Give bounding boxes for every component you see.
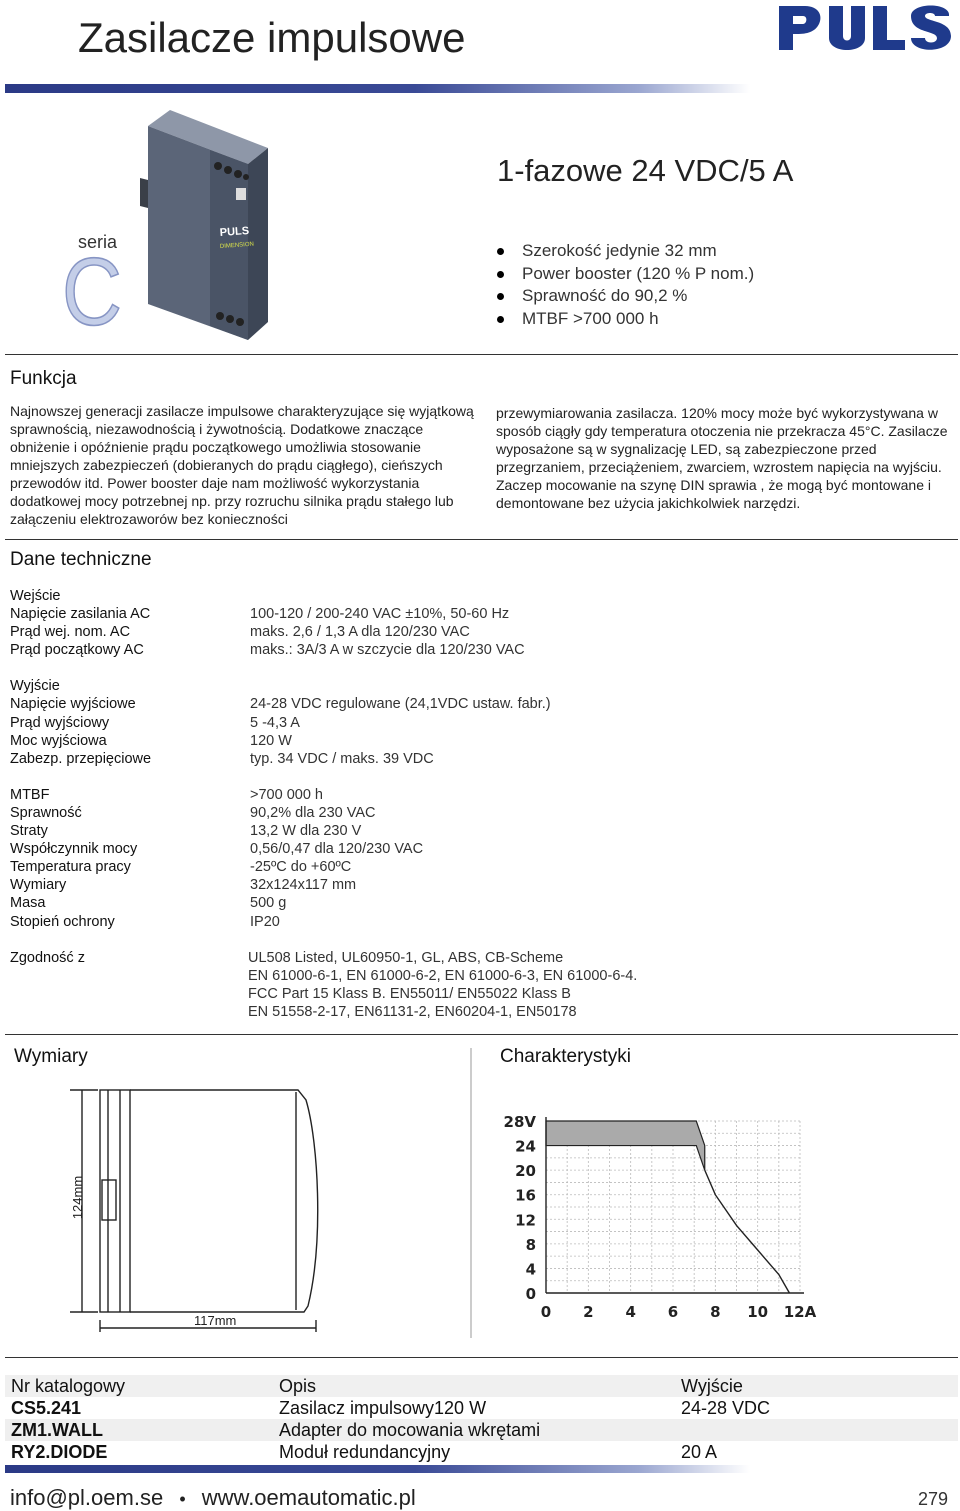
page-number: 279 <box>918 1489 949 1509</box>
spec-row <box>10 786 950 804</box>
x-tick-label: 10 <box>747 1303 769 1321</box>
dimension-height-label: 124mm <box>70 1175 86 1220</box>
description: Moduł redundancyjny <box>279 1441 451 1462</box>
table-header <box>5 1375 958 1397</box>
x-tick-label: 6 <box>667 1303 679 1321</box>
page-title: Zasilacze impulsowe <box>78 14 466 61</box>
header-description: Opis <box>273 1375 675 1397</box>
dimension-drawing <box>60 1080 420 1338</box>
spec-row <box>10 894 950 912</box>
spec-row <box>10 695 950 713</box>
input-heading: Wejście <box>10 588 61 604</box>
x-tick-label: 4 <box>625 1303 636 1321</box>
compliance-line: UL508 Listed, UL60950-1, GL, ABS, CB-Scheme <box>248 949 564 966</box>
spec-label: Wymiary <box>10 877 67 894</box>
spec-row <box>10 623 950 641</box>
spec-label: Sprawność <box>10 804 82 821</box>
catalog-number: RY2.DIODE <box>11 1441 108 1462</box>
spec-label: Stopień ochrony <box>10 913 115 930</box>
spec-value: IP20 <box>250 913 280 930</box>
spec-row <box>10 913 950 931</box>
compliance-line: EN 61000-6-1, EN 61000-6-2, EN 61000-6-3, EN 61000-6-4. <box>248 967 638 984</box>
characteristics-chart <box>500 1103 830 1333</box>
spec-value: maks. 2,6 / 1,3 A dla 120/230 VAC <box>250 624 470 641</box>
spec-label: Napięcie wyjściowe <box>10 696 136 713</box>
puls-logo <box>775 2 953 54</box>
table-row <box>5 1441 958 1463</box>
series-label: seria <box>78 232 118 252</box>
divider <box>5 354 958 355</box>
y-tick-label: 8 <box>525 1235 536 1254</box>
spec-value: 500 g <box>250 895 287 912</box>
catalog-number: CS5.241 <box>11 1397 82 1418</box>
chart-grid <box>546 1121 800 1293</box>
spec-label: Współczynnik mocy <box>10 841 138 858</box>
table-row <box>5 1419 958 1441</box>
bottom-gradient-bar <box>5 1465 750 1473</box>
spec-label: Prąd wyjściowy <box>10 714 110 731</box>
top-gradient-bar <box>5 84 750 93</box>
y-tick-label: 28V <box>503 1113 536 1131</box>
divider <box>5 539 958 540</box>
spec-value: maks.: 3A/3 A w szczycie dla 120/230 VAC <box>250 642 525 659</box>
section-heading-funkcja: Funkcja <box>10 368 77 389</box>
x-tick-label: 2 <box>583 1303 594 1321</box>
chart-title: Charakterystyki <box>500 1046 631 1067</box>
spec-label: Moc wyjściowa <box>10 732 107 749</box>
spec-value: 32x124x117 mm <box>250 877 357 894</box>
spec-value: >700 000 h <box>250 786 323 803</box>
footer-website[interactable]: www.oemautomatic.pl <box>201 1485 416 1510</box>
divider <box>5 1357 958 1358</box>
description: Adapter do mocowania wkrętami <box>273 1419 675 1441</box>
dimension-width-label: 117mm <box>194 1313 237 1328</box>
spec-row <box>10 876 950 894</box>
header-catalog: Nr katalogowy <box>5 1375 273 1397</box>
svg-text:PULS: PULS <box>219 224 250 239</box>
feature-item: Power booster (120 % P nom.) <box>497 263 754 286</box>
y-tick-label: 12 <box>515 1211 536 1230</box>
spec-value: 13,2 W dla 230 V <box>250 823 362 840</box>
spec-row <box>10 822 950 840</box>
spec-label: Straty <box>10 823 48 840</box>
spec-row <box>10 840 950 858</box>
feature-item: Szerokość jedynie 32 mm <box>497 240 754 263</box>
spec-value: 120 W <box>250 732 292 749</box>
spec-label: MTBF <box>10 786 50 803</box>
output <box>675 1419 958 1441</box>
divider <box>5 1034 958 1035</box>
output: 20 A <box>681 1441 718 1462</box>
compliance-line: EN 51558-2-17, EN61131-2, EN60204-1, EN50178 <box>248 1003 577 1020</box>
spec-row <box>10 750 950 768</box>
y-tick-label: 4 <box>525 1260 536 1279</box>
x-tick-label: 8 <box>710 1303 721 1321</box>
footer-contact <box>10 1485 416 1511</box>
y-tick-label: 20 <box>515 1162 536 1181</box>
product-subtitle: 1-fazowe 24 VDC/5 A <box>497 153 794 188</box>
section-heading-tech: Dane techniczne <box>10 549 152 570</box>
chart-x-ticks <box>541 1303 817 1321</box>
spec-row <box>10 605 950 623</box>
spec-label: Zabezp. przepięciowe <box>10 750 152 767</box>
catalog-number: ZM1.WALL <box>5 1419 273 1441</box>
spec-row <box>10 858 950 876</box>
y-tick-label: 16 <box>515 1186 536 1205</box>
spec-row <box>10 641 950 659</box>
feature-item: MTBF >700 000 h <box>497 308 754 331</box>
spec-value: 5 -4,3 A <box>250 714 300 731</box>
footer-email[interactable]: info@pl.oem.se <box>10 1485 164 1510</box>
spec-value: 100-120 / 200-240 VAC ±10%, 50-60 Hz <box>250 606 510 623</box>
x-tick-label: 0 <box>540 1303 552 1321</box>
table-row <box>5 1397 958 1419</box>
y-tick-label: 24 <box>515 1137 536 1156</box>
compliance-values <box>248 949 637 1021</box>
spec-label: Temperatura pracy <box>10 859 131 876</box>
chart-y-ticks <box>504 1113 537 1303</box>
y-tick-label: 0 <box>525 1285 536 1303</box>
column-separator <box>470 1048 472 1338</box>
spec-label: Masa <box>10 895 46 912</box>
funkcja-text-left: Najnowszej generacji zasilacze impulsowe charakteryzujące się wyjątkową sprawnością, niezawodnością i żywotnością. Dodatkowe znaczące obniżenie i opóźnienie prądu początkowego umożliwia stosowanie mniejszych zabezpieczeń (dobieranych do prądu ciągłego), cieńszych przewodów itd. Power booster daje nam możliwość wykorzystania dodatkowej mocy potrzebnej np. przy rozruchu silnika prądu stałego lub załączeniu elektrozaworów bez konieczności <box>10 403 474 527</box>
spec-label: Napięcie zasilania AC <box>10 606 151 623</box>
feature-list <box>497 240 754 330</box>
section-heading-wymiary: Wymiary <box>14 1046 88 1067</box>
x-tick-label: 12A <box>783 1303 817 1321</box>
order-table <box>5 1375 958 1463</box>
spec-row <box>10 714 950 732</box>
svg-text:DIMENSION: DIMENSION <box>219 241 255 250</box>
spec-value: 0,56/0,47 dla 120/230 VAC <box>250 841 424 858</box>
header-output: Wyjście <box>675 1375 958 1397</box>
spec-value: -25ºC do +60ºC <box>250 859 352 876</box>
spec-row <box>10 804 950 822</box>
series-letter-c <box>60 256 124 328</box>
output-heading: Wyjście <box>10 678 60 695</box>
regulation-band <box>546 1121 705 1170</box>
compliance-label: Zgodność z <box>10 949 85 966</box>
spec-row <box>10 732 950 750</box>
spec-label: Prąd wej. nom. AC <box>10 624 131 641</box>
spec-label: Prąd początkowy AC <box>10 642 144 659</box>
output: 24-28 VDC <box>681 1397 771 1418</box>
footer-bullet: • <box>179 1489 186 1509</box>
compliance-row <box>10 949 950 1021</box>
product-image <box>140 108 270 340</box>
spec-value: typ. 34 VDC / maks. 39 VDC <box>250 750 434 767</box>
spec-value: 24-28 VDC regulowane (24,1VDC ustaw. fabr.) <box>250 696 551 713</box>
spec-value: 90,2% dla 230 VAC <box>250 804 376 821</box>
compliance-line: FCC Part 15 Klass B. EN55011/ EN55022 Klass B <box>248 985 571 1002</box>
description: Zasilacz impulsowy120 W <box>279 1397 487 1418</box>
svg-text:C: C <box>62 256 122 328</box>
feature-item: Sprawność do 90,2 % <box>497 285 754 308</box>
tech-specs <box>10 587 950 1021</box>
funkcja-text-right: przewymiarowania zasilacza. 120% mocy może być wykorzystywana w sposób ciągły gdy temperatura otoczenia nie przekracza 45°C. Zasilacze wyposażone są w sygnalizację LED, są zabezpieczone przed przegrzaniem, przeciążeniem, zwarciem, wzrostem napięcia na wyjściu. Zaczep mocowanie na szynę DIN sprawia , że mogą być montowane i demontowane bez użycia jakichkolwiek narzędzi. <box>496 405 948 511</box>
